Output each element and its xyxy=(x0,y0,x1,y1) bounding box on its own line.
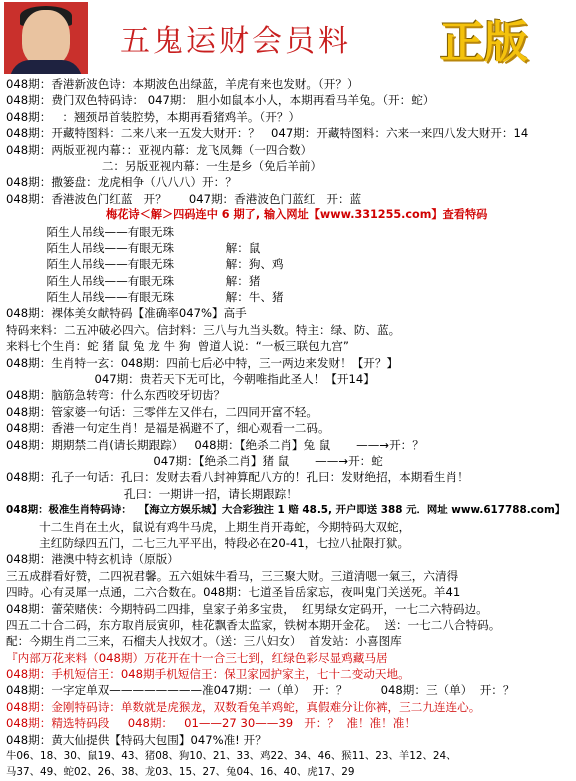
text-line-ad: 048期：极准生肖特码诗： 【海立方娱乐城】大合彩独注 1 赔 48.5, 开户即送 388 元．网址 www.617788.com】 xyxy=(6,504,566,517)
text-line-red: 048期：手机短信王：048期手机短信王：保卫家园护家主，七十二变动天地。 xyxy=(6,667,410,682)
text-line: 048期：费门双色特码诗： 047期： 胆小如鼠本小人，本期再看马羊兔。（开：蛇） xyxy=(6,93,435,108)
avatar-suit xyxy=(10,60,82,74)
text-line: 048期：生肖特一玄：048期：四前七后必中特，三一两边来发财！【开？】 xyxy=(6,355,399,370)
text-line: 十二生肖在土火，鼠说有鸡牛马虎，上期生肖开毒蛇，今期特码大双蛇， xyxy=(6,519,411,534)
text-line: 孔曰：一期讲一招，请长期跟踪！ xyxy=(6,486,298,501)
text-line: 048期：香港波色门红蓝 开？ 047期：香港波色门蓝红 开：蓝 xyxy=(6,191,362,206)
text-line: 陌生人吊线——有眼无珠 xyxy=(6,224,175,239)
text-line: 048期：蕾荣赌侠：今期特码二四排，皇家子弟多宝贵， 红男绿女定码开，一七二六特码边。 xyxy=(6,601,488,616)
text-line: 配：今期生肖二三来，石榴夫人找奴才。（送：三八妇女） 首发站：小喜图库 xyxy=(6,634,402,649)
text-line: 048期：管家婆一句话：三零伴左又伴右，二四同开富不轻。 xyxy=(6,404,318,419)
text-line: 四五二十合二码，东方取肖辰寅卯，桂花飘香太监家，铁树本期开金花。 送：一七二八合特码。 xyxy=(6,617,501,632)
text-line: 047期：贵若天下无可比，今朝唯指此圣人！【开14】 xyxy=(6,372,375,387)
page-header xyxy=(0,0,576,74)
text-line-with-banner xyxy=(6,207,572,223)
text-line: 主红防绿四五门，二七三九平平出，特段必在20-41，七拉八扯限打狱。 xyxy=(6,535,410,550)
text-line-zodiac-numbers: 牛06、18、30、鼠19、43、猪08、狗10、21、33、鸡22、34、46、猴11、23、羊12、24、 xyxy=(6,750,457,763)
text-line-zodiac-numbers: 马37、49、蛇02、26、38、龙03、15、27、兔04、16、40、虎17、29 xyxy=(6,766,355,779)
text-line: 特码来料：二五冲破必四六。信封料：三八与九当头数。特主：绿、防、蓝。 xyxy=(6,322,401,337)
text-line: 陌生人吊线——有眼无珠 解：牛、猪 xyxy=(6,290,284,305)
text-line: 陌生人吊线——有眼无珠 解：狗、鸡 xyxy=(6,257,284,272)
text-line: 来料七个生肖：蛇 猪 鼠 兔 龙 牛 狗 曾道人说：“一板三联包九宫” xyxy=(6,339,349,354)
text-line: 四時。心有灵犀一点通，二六合数在。048期：七道圣旨岳家忘，夜叫鬼门关送死。羊41 xyxy=(6,585,461,600)
text-line: 二：另版亚视内幕：一生是乡（免后羊前） xyxy=(6,158,323,173)
authentic-stamp: 正版 xyxy=(440,17,528,68)
text-line: 048期：孔子一句话：孔曰：发财去看八封神算配八方的！孔曰：发财绝招，本期看生肖！ xyxy=(6,470,469,485)
text-line-red: 『内部万花来料（048期）万花开在十一合三七到，红绿色彩尽显鸡藏马居 xyxy=(6,650,388,665)
text-line: 陌生人吊线——有眼无珠 解：猪 xyxy=(6,273,261,288)
text-line-red: 048期：精选特码段 048期： 01——27 30——39 开：？ 准！准！准！ xyxy=(6,716,416,731)
text-line-red: 048期：金刚特码诗：单数就是虎猴龙，双数看兔羊鸡蛇，真假难分让你裤，三二九连连心。 xyxy=(6,699,481,714)
content-body xyxy=(6,76,572,781)
text-line: 陌生人吊线——有眼无珠 解：鼠 xyxy=(6,240,261,255)
text-line: 三五成群看好赞，二四祝君馨。五六姐妹牛看马，三三聚大财。三道清嗯一氣三，六清得 xyxy=(6,568,459,583)
text-line: 048期：两版亚视内幕：：亚视内幕：龙飞凤舞（一四合数） xyxy=(6,142,313,157)
text-line: 048期：香港新波色诗：本期波色出绿蓝，羊虎有来也发财。（开？） xyxy=(6,77,359,91)
text-line: 048期：港澳中特玄机诗（原版） xyxy=(6,552,179,567)
avatar xyxy=(4,2,88,74)
text-line: 047期：【绝杀二肖】猪 鼠 ——→开：蛇 xyxy=(6,453,383,468)
text-line: 048期：撒篓盘：龙虎相争（八八八）开：？ xyxy=(6,175,237,190)
text-line: 048期：期期禁二肖(请长期跟踪） 048期：【绝杀二肖】兔 鼠 ——→开：？ xyxy=(6,437,424,452)
text-line: 048期：裸体美女献特码【准确率047%】高手 xyxy=(6,306,247,321)
text-line: 048期：脑筋急转弯：什么东西咬牙切齿？ xyxy=(6,388,226,403)
text-line: 048期：一字定单双————————准047期：一（单） 开：？ 048期：三（单） 开：？ xyxy=(6,683,515,698)
text-line: 048期： ：翘颈昂首装腔势，本期再看猪鸡羊。（开？） xyxy=(6,109,301,124)
highlight-banner[interactable]: 梅花诗＜解＞四码连中 6 期了, 输入网址【www.331255.com】查看特码 xyxy=(106,208,488,222)
text-line: 048期：黄大仙提供【特码大包围】047%准! 开？ xyxy=(6,732,267,747)
avatar-face xyxy=(22,10,70,66)
text-line: 048期：香港一句定生肖！是福是祸避不了，细心观看一二码。 xyxy=(6,421,330,436)
text-line: 048期：开藏特图料：二来八来一五发大财开：？ 047期：开藏特图料：六来一来四八发大财开：14 xyxy=(6,126,529,141)
page-title: 五鬼运财会员料 xyxy=(120,24,351,59)
